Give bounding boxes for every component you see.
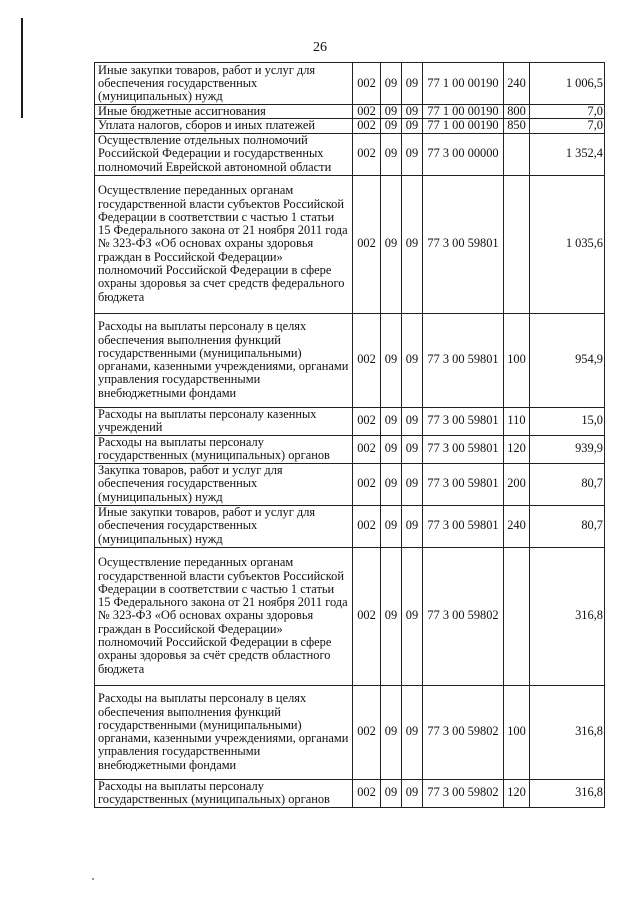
row-name: Осуществление переданных органам государственной власти субъектов Российской Федерации в соответствии с частью 1 статьи 15 Федерального закона от 21 ноября 2011 года № 323-ФЗ «Об основах охраны здоровья граждан в Российской Федерации» полномочий Российской Федерации в сфере охраны здоровья за счет средств федерального бюджета — [95, 175, 353, 313]
table-row — [95, 105, 605, 119]
subsection-code: 09 — [402, 505, 423, 547]
row-name: Расходы на выплаты персоналу в целях обеспечения выполнения функций государственными (муниципальными) органами, казенными учреждениями, органами управления государственными внебюджетными фондами — [95, 685, 353, 779]
section-code: 09 — [381, 63, 402, 105]
expense-type-code: 100 — [504, 685, 530, 779]
section-code: 09 — [381, 547, 402, 685]
ministry-code: 002 — [353, 105, 381, 119]
ministry-code: 002 — [353, 63, 381, 105]
expense-type-code: 120 — [504, 435, 530, 463]
section-code: 09 — [381, 463, 402, 505]
amount: 954,9 — [530, 313, 605, 407]
row-name: Иные бюджетные ассигнования — [95, 105, 353, 119]
table-row — [95, 435, 605, 463]
section-code: 09 — [381, 407, 402, 435]
subsection-code: 09 — [402, 175, 423, 313]
row-name: Иные закупки товаров, работ и услуг для обеспечения государственных (муниципальных) нужд — [95, 505, 353, 547]
amount: 1 006,5 — [530, 63, 605, 105]
ministry-code: 002 — [353, 505, 381, 547]
section-code: 09 — [381, 133, 402, 175]
section-code: 09 — [381, 779, 402, 807]
subsection-code: 09 — [402, 685, 423, 779]
ministry-code: 002 — [353, 685, 381, 779]
subsection-code: 09 — [402, 779, 423, 807]
amount: 7,0 — [530, 105, 605, 119]
section-code: 09 — [381, 435, 402, 463]
target-article-code: 77 3 00 00000 — [423, 133, 504, 175]
table-row — [95, 119, 605, 133]
target-article-code: 77 1 00 00190 — [423, 119, 504, 133]
target-article-code: 77 3 00 59802 — [423, 547, 504, 685]
scan-speck — [92, 878, 94, 880]
table-row — [95, 505, 605, 547]
row-name: Иные закупки товаров, работ и услуг для обеспечения государственных (муниципальных) нужд — [95, 63, 353, 105]
subsection-code: 09 — [402, 133, 423, 175]
subsection-code: 09 — [402, 119, 423, 133]
amount: 80,7 — [530, 505, 605, 547]
subsection-code: 09 — [402, 463, 423, 505]
expense-type-code — [504, 175, 530, 313]
expense-type-code — [504, 133, 530, 175]
target-article-code: 77 1 00 00190 — [423, 105, 504, 119]
amount: 80,7 — [530, 463, 605, 505]
section-code: 09 — [381, 685, 402, 779]
subsection-code: 09 — [402, 435, 423, 463]
expense-type-code: 100 — [504, 313, 530, 407]
ministry-code: 002 — [353, 119, 381, 133]
amount: 1 035,6 — [530, 175, 605, 313]
row-name: Расходы на выплаты персоналу в целях обеспечения выполнения функций государственными (муниципальными) органами, казенными учреждениями, органами управления государственными внебюджетными фондами — [95, 313, 353, 407]
subsection-code: 09 — [402, 547, 423, 685]
table-row — [95, 779, 605, 807]
ministry-code: 002 — [353, 435, 381, 463]
section-code: 09 — [381, 105, 402, 119]
target-article-code: 77 3 00 59802 — [423, 685, 504, 779]
target-article-code: 77 3 00 59801 — [423, 463, 504, 505]
table-row — [95, 175, 605, 313]
row-name: Осуществление переданных органам государственной власти субъектов Российской Федерации в соответствии с частью 1 статьи 15 Федерального закона от 21 ноября 2011 года № 323-ФЗ «Об основах охраны здоровья граждан в Российской Федерации» полномочий Российской Федерации в сфере охраны здоровья за счёт средств областного бюджета — [95, 547, 353, 685]
row-name: Расходы на выплаты персоналу казенных учреждений — [95, 407, 353, 435]
budget-table — [94, 62, 605, 808]
expense-type-code — [504, 547, 530, 685]
ministry-code: 002 — [353, 407, 381, 435]
table-row — [95, 133, 605, 175]
ministry-code: 002 — [353, 133, 381, 175]
expense-type-code: 850 — [504, 119, 530, 133]
amount: 316,8 — [530, 779, 605, 807]
expense-type-code: 110 — [504, 407, 530, 435]
ministry-code: 002 — [353, 175, 381, 313]
subsection-code: 09 — [402, 407, 423, 435]
target-article-code: 77 3 00 59801 — [423, 435, 504, 463]
target-article-code: 77 3 00 59801 — [423, 505, 504, 547]
page-number: 26 — [313, 40, 327, 55]
section-code: 09 — [381, 119, 402, 133]
target-article-code: 77 3 00 59801 — [423, 313, 504, 407]
target-article-code: 77 3 00 59801 — [423, 407, 504, 435]
ministry-code: 002 — [353, 313, 381, 407]
amount: 7,0 — [530, 119, 605, 133]
expense-type-code: 120 — [504, 779, 530, 807]
amount: 15,0 — [530, 407, 605, 435]
expense-type-code: 200 — [504, 463, 530, 505]
amount: 316,8 — [530, 685, 605, 779]
amount: 1 352,4 — [530, 133, 605, 175]
row-name: Осуществление отдельных полномочий Российской Федерации и государственных полномочий Еврейской автономной области — [95, 133, 353, 175]
section-code: 09 — [381, 175, 402, 313]
subsection-code: 09 — [402, 105, 423, 119]
expense-type-code: 240 — [504, 63, 530, 105]
section-code: 09 — [381, 505, 402, 547]
section-code: 09 — [381, 313, 402, 407]
row-name: Закупка товаров, работ и услуг для обеспечения государственных (муниципальных) нужд — [95, 463, 353, 505]
ministry-code: 002 — [353, 547, 381, 685]
table-body — [95, 63, 605, 808]
amount: 316,8 — [530, 547, 605, 685]
target-article-code: 77 3 00 59802 — [423, 779, 504, 807]
row-name: Расходы на выплаты персоналу государственных (муниципальных) органов — [95, 435, 353, 463]
table-row — [95, 463, 605, 505]
row-name: Расходы на выплаты персоналу государственных (муниципальных) органов — [95, 779, 353, 807]
ministry-code: 002 — [353, 779, 381, 807]
table-row — [95, 63, 605, 105]
table-row — [95, 407, 605, 435]
table-row — [95, 685, 605, 779]
subsection-code: 09 — [402, 313, 423, 407]
subsection-code: 09 — [402, 63, 423, 105]
amount: 939,9 — [530, 435, 605, 463]
table-row — [95, 313, 605, 407]
expense-type-code: 800 — [504, 105, 530, 119]
expense-type-code: 240 — [504, 505, 530, 547]
margin-line — [21, 18, 23, 118]
table-row — [95, 547, 605, 685]
row-name: Уплата налогов, сборов и иных платежей — [95, 119, 353, 133]
target-article-code: 77 1 00 00190 — [423, 63, 504, 105]
target-article-code: 77 3 00 59801 — [423, 175, 504, 313]
ministry-code: 002 — [353, 463, 381, 505]
